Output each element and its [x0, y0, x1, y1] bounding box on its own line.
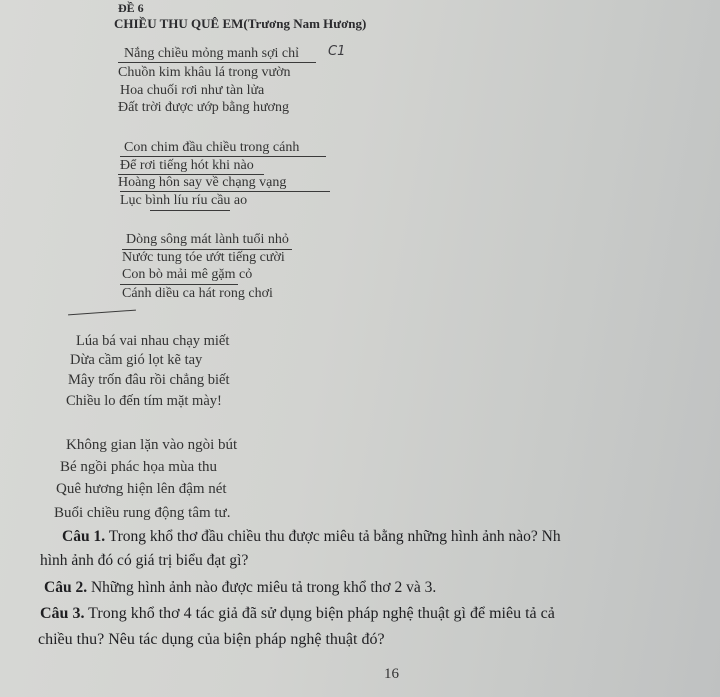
- stanza-4-line-1: Lúa bá vai nhau chạy miết: [76, 333, 230, 349]
- question-1-continued: hình ảnh đó có giá trị biểu đạt gì?: [40, 552, 249, 569]
- underline: [120, 284, 238, 285]
- stanza-3-line-4: Cánh diều ca hát rong chơi: [122, 286, 273, 301]
- stanza-4-line-4: Chiều lo đến tím mặt mày!: [66, 393, 222, 409]
- underline: [68, 310, 136, 316]
- question-3-text: Trong khổ thơ 4 tác giả đã sử dụng biện pháp nghệ thuật gì để miêu tả cả: [88, 605, 555, 622]
- stanza-2-line-2: Để rơi tiếng hót khi nào: [120, 158, 254, 173]
- stanza-2-line-4: Lục bình líu ríu cầu ao: [120, 193, 248, 208]
- question-2-text: Những hình ảnh nào được miêu tả trong khổ thơ 2 và 3.: [90, 579, 437, 596]
- stanza-2-line-3: Hoàng hôn say về chạng vạng: [118, 175, 287, 190]
- stanza-5-line-3: Quê hương hiện lên đậm nét: [56, 481, 227, 497]
- page-number: 16: [384, 666, 399, 682]
- question-3-continued: chiều thu? Nêu tác dụng của biện pháp nghệ thuật đó?: [38, 631, 385, 648]
- stanza-1-line-2: Chuồn kim khâu lá trong vườn: [118, 65, 291, 80]
- question-3: [40, 606, 555, 622]
- stanza-1-line-4: Đất trời được ướp bằng hương: [118, 100, 289, 115]
- question-3-label: Câu 3.: [40, 605, 85, 622]
- handwritten-mark: C1: [328, 44, 346, 59]
- question-1: [62, 529, 561, 545]
- question-2-label: Câu 2.: [44, 579, 88, 596]
- stanza-5-line-2: Bé ngồi phác họa mùa thu: [60, 459, 218, 475]
- stanza-4-line-2: Dừa cầm gió lọt kẽ tay: [70, 352, 203, 368]
- stanza-5-line-1: Không gian lặn vào ngòi bút: [66, 437, 238, 453]
- stanza-1-line-1: Nắng chiều mỏng manh sợi chỉ: [124, 46, 299, 61]
- stanza-4-line-3: Mây trốn đâu rồi chẳng biết: [68, 372, 230, 388]
- question-2: [44, 580, 436, 596]
- stanza-2-line-1: Con chim đầu chiều trong cánh: [124, 140, 300, 155]
- stanza-1-line-3: Hoa chuối rơi như tàn lửa: [120, 83, 265, 98]
- stanza-3-line-1: Dòng sông mát lành tuổi nhỏ: [126, 232, 289, 247]
- underline: [118, 62, 316, 63]
- underline: [120, 191, 330, 192]
- stanza-3-line-2: Nước tung tóe ướt tiếng cười: [122, 250, 285, 265]
- document-title: CHIỀU THU QUÊ EM(Trương Nam Hương): [114, 16, 367, 31]
- question-1-label: Câu 1.: [62, 528, 106, 545]
- underline: [120, 156, 326, 157]
- stanza-5-line-4: Buổi chiều rung động tâm tư.: [54, 505, 231, 521]
- stanza-3-line-3: Con bò mải mê gặm cỏ: [122, 267, 253, 282]
- question-1-text: Trong khổ thơ đầu chiều thu được miêu tả bằng những hình ảnh nào? Nh: [108, 528, 561, 545]
- underline: [150, 210, 230, 211]
- exam-number: ĐỀ 6: [118, 1, 144, 15]
